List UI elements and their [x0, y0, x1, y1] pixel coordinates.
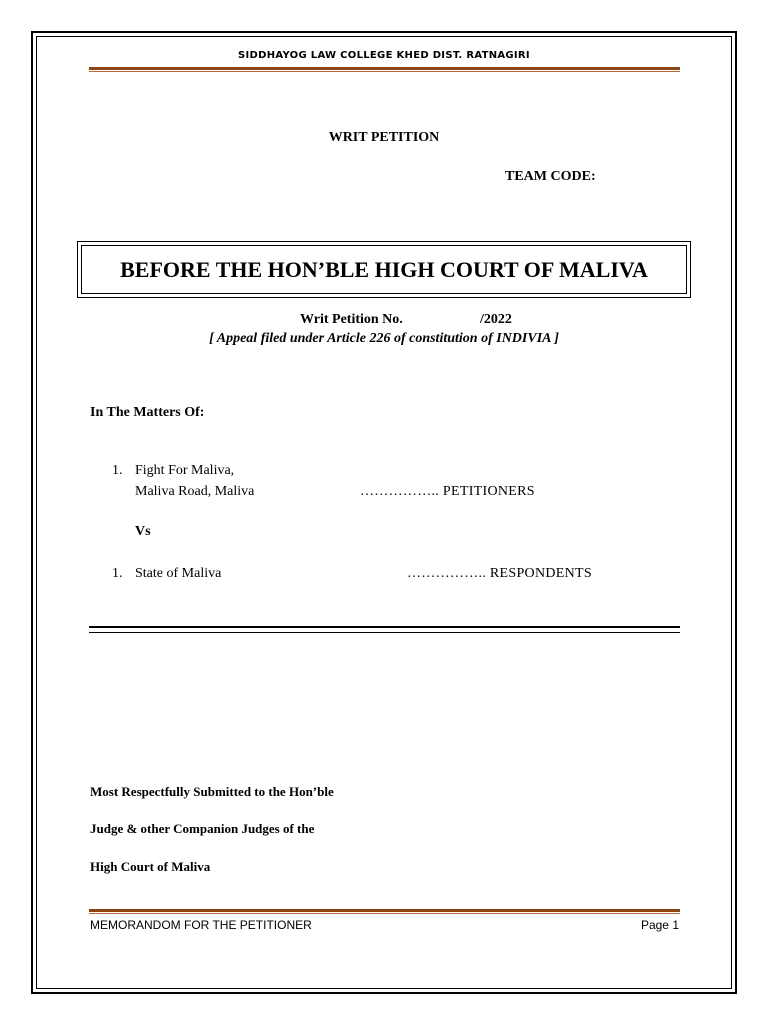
submission-line-2: Judge & other Companion Judges of the	[90, 821, 315, 836]
matters-heading: In The Matters Of:	[90, 405, 205, 420]
petitioner-address: Maliva Road, Maliva	[135, 484, 255, 499]
appeal-note: [ Appeal filed under Article 226 of constitution of INDIVIA ]	[209, 331, 559, 346]
footer-rule	[89, 909, 680, 912]
footer-title: MEMORANDOM FOR THE PETITIONER	[90, 918, 312, 932]
document-type: WRIT PETITION	[328, 130, 440, 145]
team-code-label: TEAM CODE:	[505, 169, 596, 184]
header-college-name: SIDDHAYOG LAW COLLEGE KHED DIST. RATNAGIRI	[238, 50, 530, 61]
respondent-name: State of Maliva	[135, 566, 222, 581]
section-divider	[89, 626, 680, 628]
respondent-number: 1.	[112, 566, 123, 581]
petitioners-role: …………….. PETITIONERS	[360, 484, 535, 499]
page-border-inner	[36, 36, 732, 989]
header-rule-thin	[89, 71, 680, 72]
petitioner-name: Fight For Maliva,	[135, 463, 235, 478]
writ-petition-number-label: Writ Petition No.	[300, 312, 403, 327]
page-number: Page 1	[640, 918, 679, 932]
submission-line-1: Most Respectfully Submitted to the Hon’ble	[90, 784, 334, 799]
header-rule	[89, 67, 680, 70]
respondents-role: …………….. RESPONDENTS	[407, 566, 592, 581]
footer-rule-thin	[89, 913, 680, 914]
petitioner-number: 1.	[112, 463, 123, 478]
writ-petition-year: /2022	[480, 312, 512, 327]
versus-label: Vs	[135, 524, 151, 539]
submission-line-3: High Court of Maliva	[90, 859, 211, 874]
court-title: BEFORE THE HON’BLE HIGH COURT OF MALIVA	[81, 245, 687, 294]
section-divider-thin	[89, 632, 680, 633]
